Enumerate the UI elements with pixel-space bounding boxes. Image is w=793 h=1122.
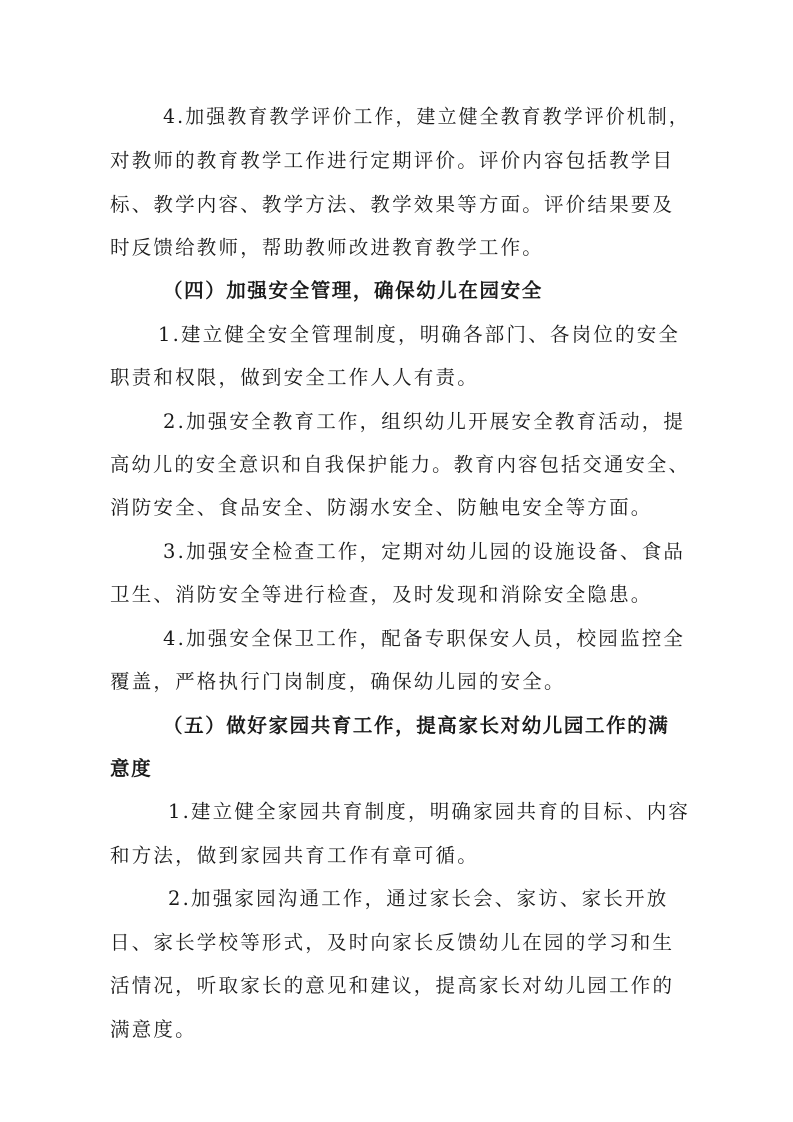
paragraph-line: 1.建立健全家园共育制度，明确家园共育的目标、内容 bbox=[168, 800, 691, 823]
paragraph-line: 4.加强安全保卫工作，配备专职保安人员，校园监控全 bbox=[163, 627, 686, 650]
paragraph-line: 3.加强安全检查工作，定期对幼儿园的设施设备、食品 bbox=[163, 540, 686, 563]
section-heading: （五）做好家园共育工作，提高家长对幼儿园工作的满 bbox=[163, 714, 670, 737]
paragraph-line: 卫生、消防安全等进行检查，及时发现和消除安全隐患。 bbox=[110, 583, 653, 606]
section-heading-continued: 意度 bbox=[110, 757, 153, 780]
paragraph-line: 覆盖，严格执行门岗制度，确保幼儿园的安全。 bbox=[110, 670, 566, 693]
paragraph-line: 4.加强教育教学评价工作，建立健全教育教学评价机制， bbox=[163, 105, 690, 128]
paragraph-line: 职责和权限，做到安全工作人人有责。 bbox=[110, 366, 479, 389]
paragraph-line: 消防安全、食品安全、防溺水安全、防触电安全等方面。 bbox=[110, 496, 653, 519]
paragraph-line: 标、教学内容、教学方法、教学效果等方面。评价结果要及 bbox=[110, 193, 675, 216]
section-heading: （四）加强安全管理，确保幼儿在园安全 bbox=[163, 279, 543, 302]
paragraph-line: 2.加强安全教育工作，组织幼儿开展安全教育活动，提 bbox=[163, 410, 686, 433]
paragraph-line: 活情况，听取家长的意见和建议，提高家长对幼儿园工作的 bbox=[110, 974, 675, 997]
paragraph-line: 时反馈给教师，帮助教师改进教育教学工作。 bbox=[110, 236, 545, 259]
paragraph-line: 对教师的教育教学工作进行定期评价。评价内容包括教学目 bbox=[110, 149, 675, 172]
paragraph-line: 满意度。 bbox=[110, 1018, 197, 1041]
paragraph-line: 2.加强家园沟通工作，通过家长会、家访、家长开放 bbox=[168, 887, 669, 910]
paragraph-line: 1.建立健全安全管理制度，明确各部门、各岗位的安全 bbox=[158, 323, 681, 346]
paragraph-line: 和方法，做到家园共育工作有章可循。 bbox=[110, 844, 479, 867]
paragraph-line: 高幼儿的安全意识和自我保护能力。教育内容包括交通安全、 bbox=[110, 453, 690, 476]
paragraph-line: 日、家长学校等形式，及时向家长反馈幼儿在园的学习和生 bbox=[110, 931, 675, 954]
